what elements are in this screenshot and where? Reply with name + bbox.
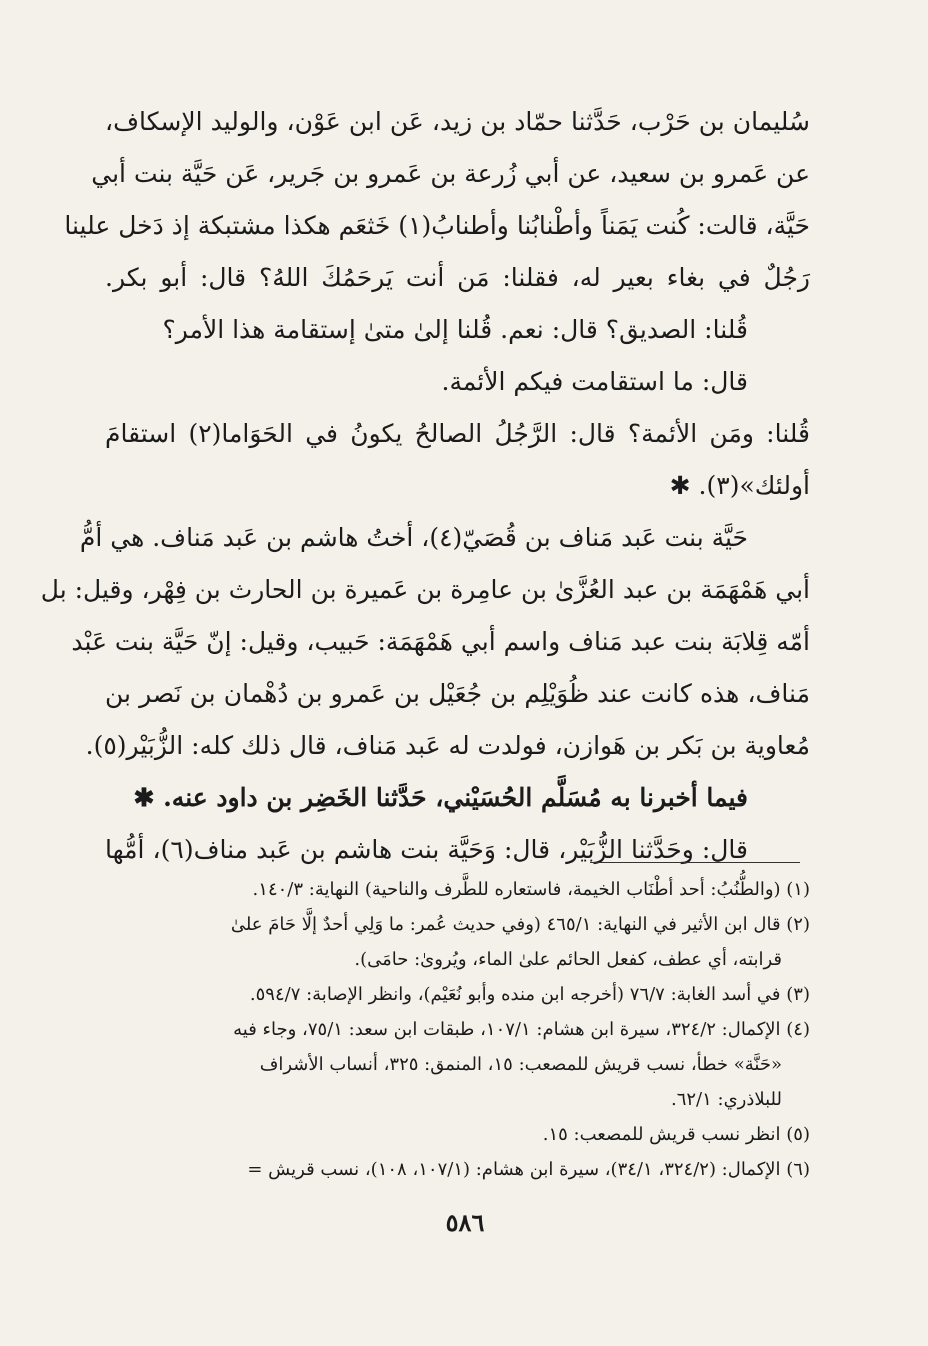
body-line: حَيَّة، قالت: كُنت يَمَناً وأطْنابُنا وأطنابُ(١) خَثعَم هكذا مشتبكة إذ دَخل علينا <box>64 211 810 240</box>
body-line: قال: ما استقامت فيكم الأئمة. <box>441 367 748 396</box>
footnote-line: قرابته، أي عطف، كفعل الحائم علىٰ الماء، ويُروىٰ: حامَى). <box>354 949 782 970</box>
page-number: ٥٨٦ <box>445 1208 485 1237</box>
footnote-line: «حَنَّة» خطأ، نسب قريش للمصعب: ١٥، المنمق: ٣٢٥، أنساب الأشراف <box>259 1054 782 1075</box>
body-line: أبي هَمْهَمَة بن عبد العُزَّىٰ بن عامِرة بن عَميرة بن الحارث بن فِهْر، وقيل: بل <box>40 575 810 604</box>
footnote-line: (١) (والطُّنُبُ: أحد أطْنَاب الخيمة، فاستعاره للطَّرف والناحية) النهاية: ١٤٠/٣. <box>252 879 810 900</box>
body-line: قُلنا: الصديق؟ قال: نعم. قُلنا إلىٰ متىٰ إستقامة هذا الأمر؟ <box>162 315 748 344</box>
footnote-line: (٦) الإكمال: (٣٢٤/٢، ٣٤/١)، سيرة ابن هشام: (١٠٧/١، ١٠٨)، نسب قريش = <box>247 1159 810 1180</box>
body-line: عن عَمرو بن سعيد، عن أبي زُرعة بن عَمرو بن جَرير، عَن حَيَّة بنت أبي <box>91 159 810 188</box>
body-line: رَجُلٌ في بغاء بعير له، فقلنا: مَن أنت يَرحَمُكَ اللهُ؟ قال: أبو بكر. <box>105 263 810 292</box>
body-line: قُلنا: ومَن الأئمة؟ قال: الرَّجُلُ الصالحُ يكونُ في الحَوَاما(٢) استقامَ <box>105 419 810 448</box>
footnote-line: للبلاذري: ٦٢/١. <box>670 1089 782 1110</box>
main-text <box>40 96 810 876</box>
body-line: مَناف، هذه كانت عند ظُوَيْلِم بن جُعَيْل بن عَمرو بن دُهْمان بن نَصر بن <box>105 679 810 708</box>
footnote-separator <box>590 862 800 863</box>
body-line: فيما أخبرنا به مُسَلَّم الحُسَيْني، حَدَّثنا الخَضِر بن داود عنه. ✱ <box>133 783 748 812</box>
body-line: أولئك»(٣). ✱ <box>669 471 810 500</box>
footnotes <box>115 872 810 1187</box>
footnote-line: (٤) الإكمال: ٣٢٤/٢، سيرة ابن هشام: ١٠٧/١، طبقات ابن سعد: ٧٥/١، وجاء فيه <box>233 1019 810 1040</box>
body-line: سُليمان بن حَرْب، حَدَّثنا حمّاد بن زيد، عَن ابن عَوْن، والوليد الإسكاف، <box>105 107 810 136</box>
body-line: قال: وحَدَّثنا الزُّبَيْر، قال: وَحَيَّة بنت هاشم بن عَبد مناف(٦)، أمُّها <box>105 835 748 864</box>
body-line: مُعاوية بن بَكر بن هَوازن، فولدت له عَبد مَناف، قال ذلك كله: الزُّبَيْر(٥). <box>85 731 810 760</box>
footnote-line: (٢) قال ابن الأثير في النهاية: ٤٦٥/١ (وفي حديث عُمر: ما وَلِي أحدٌ إلَّا حَامَ علىٰ <box>230 914 810 935</box>
body-line: حَيَّة بنت عَبد مَناف بن قُصَيّ(٤)، أختُ هاشم بن عَبد مَناف. هي أمُّ <box>79 523 748 552</box>
body-line: أمّه قِلابَة بنت عبد مَناف واسم أبي هَمْهَمَة: حَبيب، وقيل: إنّ حَيَّة بنت عَبْد <box>71 627 810 656</box>
footnote-line: (٥) انظر نسب قريش للمصعب: ١٥. <box>542 1124 810 1145</box>
footnote-line: (٣) في أسد الغابة: ٧٦/٧ (أخرجه ابن منده وأبو نُعَيْم)، وانظر الإصابة: ٥٩٤/٧. <box>249 984 810 1005</box>
